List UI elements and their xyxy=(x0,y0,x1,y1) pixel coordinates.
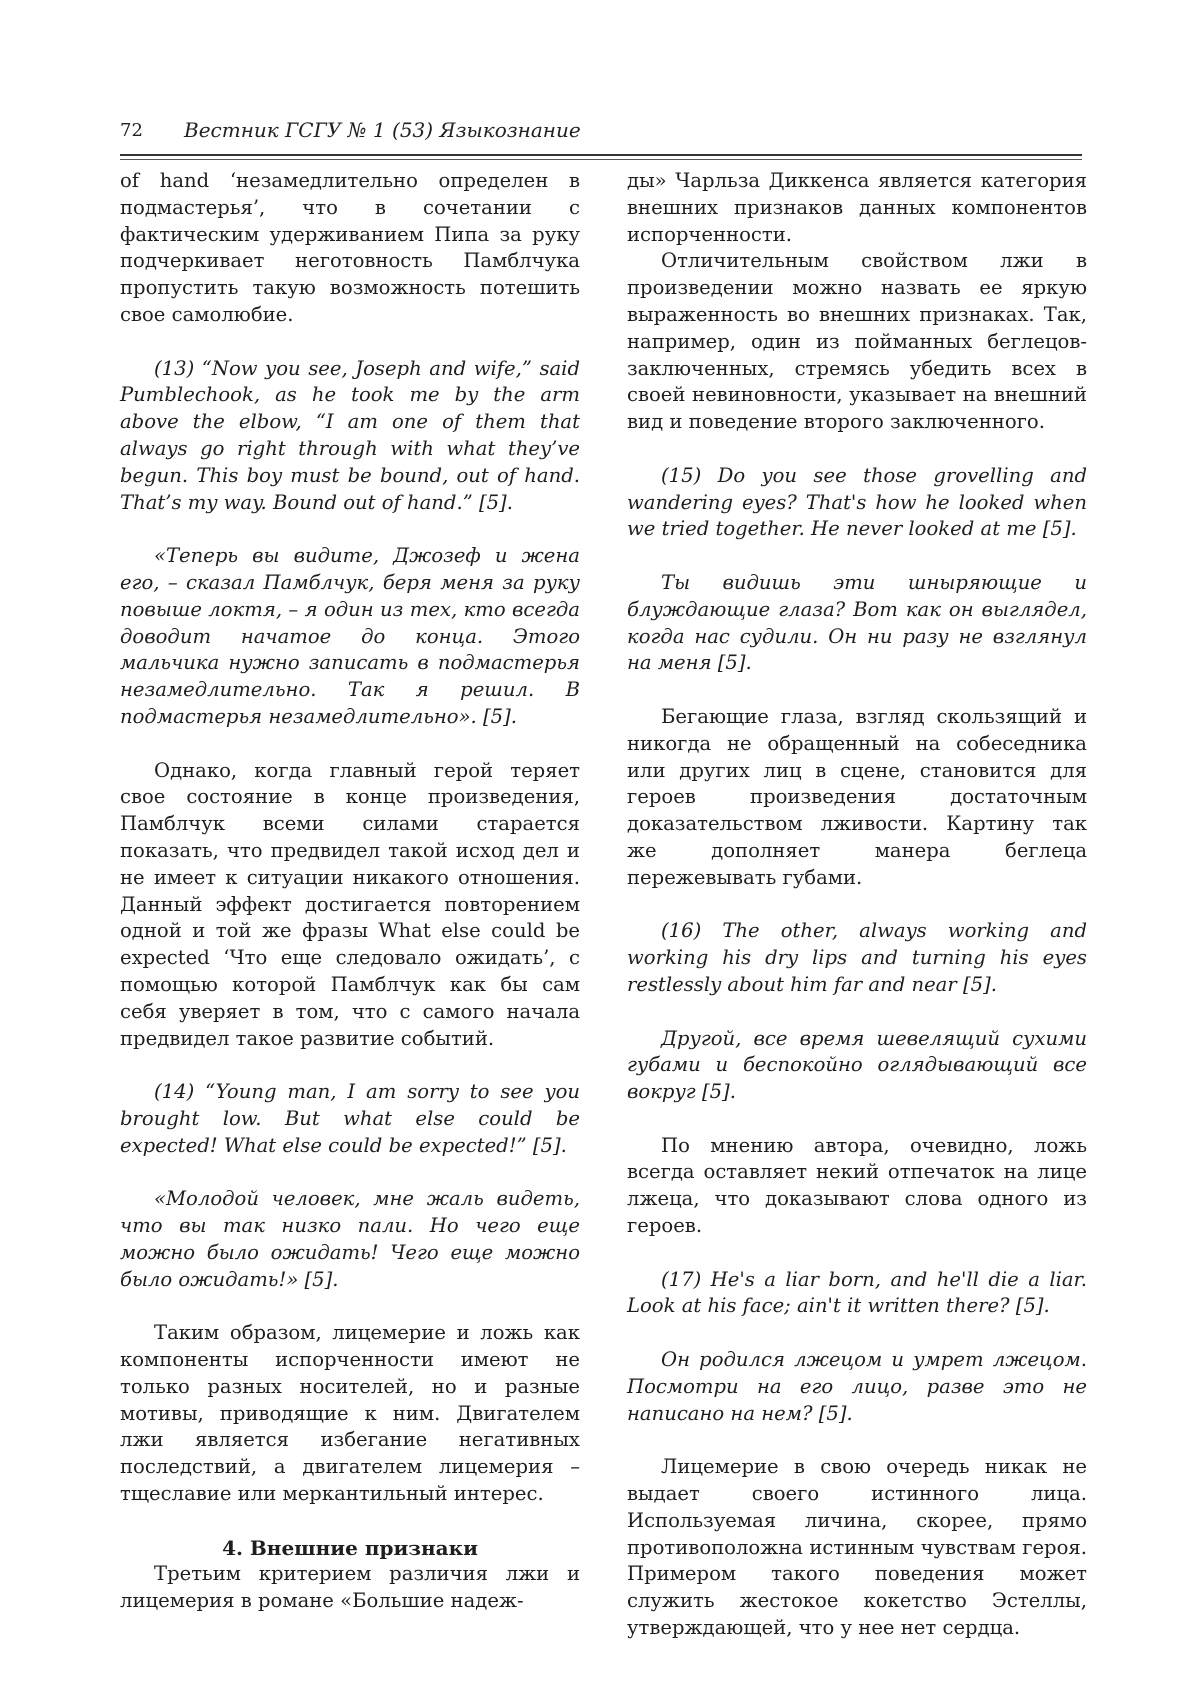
example-16-english: (16) The other, always working and working his dry lips and turning his eyes restlessly about him far and near [5]. xyxy=(627,919,1087,996)
example-17-russian: Он родился лжецом и умрет лжецом. Посмотри на его лицо, разве это не написано на нем? [5]. xyxy=(627,1348,1087,1425)
page-number: 72 xyxy=(120,120,143,141)
paragraph: Однако, когда главный герой теряет свое состояние в конце произведения, Памблчук всеми силами старается показать, что предвидел такой исход дел и не имеет к ситуации никакого отношения. Данный эффект достигается повторением одной и той же фразы What else could be expected ‘Что еще следовало ожидать’, с помощью которой Памблчук как бы сам себя уверяет в том, что с самого начала предвидел такое развитие событий. xyxy=(120,758,580,1050)
example-16-russian: Другой, все время шевелящий сухими губами и беспокойно оглядывающий все вокруг [5]. xyxy=(627,1026,1087,1104)
journal-title: Вестник ГСГУ № 1 (53) Языкознание xyxy=(184,118,581,142)
paragraph: Третьим критерием различия лжи и лицемерия в романе «Большие надеж- xyxy=(120,1562,580,1613)
example-14-russian: «Молодой человек, мне жаль видеть, что вы так низко пали. Но чего еще можно было ожидать! Чего еще можно было ожидать!» [5]. xyxy=(120,1187,580,1291)
example-15-russian: Ты видишь эти шныряющие и блуждающие глаза? Вот как он выглядел, когда нас судили. Он ни разу не взглянул на меня [5]. xyxy=(627,570,1087,675)
example-13-english: (13) “Now you see, Joseph and wife,” said Pumblechook, as he took me by the arm above the elbow, “I am one of them that always go right through with what they’ve begun. This boy must be bound, out of hand. That’s my way. Bound out of hand.” [5]. xyxy=(120,356,580,514)
section-heading: 4. Внешние признаки xyxy=(222,1535,478,1560)
paragraph: Бегающие глаза, взгляд скользящий и никогда не обращенный на собеседника или других лиц в сцене, становится для героев произведения достаточным доказательством лживости. Картину так же дополняет манера беглеца пережевывать губами. xyxy=(627,704,1087,889)
paragraph: По мнению автора, очевидно, ложь всегда оставляет некий отпечаток на лице лжеца, что доказывают слова одного из героев. xyxy=(627,1133,1087,1238)
example-17-english: (17) He's a liar born, and he'll die a liar. Look at his face; ain't it written there? [5]. xyxy=(627,1267,1087,1318)
paragraph: of hand ‘незамедлительно определен в подмастерья’, что в сочетании с фактическим удерживанием Пипа за руку подчеркивает неготовность Памблчука пропустить такую возможность потешить свое самолюбие. xyxy=(120,169,580,326)
running-header xyxy=(120,114,1082,150)
example-15-english: (15) Do you see those grovelling and wandering eyes? That's how he looked when we tried together. He never looked at me [5]. xyxy=(627,463,1087,541)
paragraph: Таким образом, лицемерие и ложь как компоненты испорченности имеют не только разных носителей, но и разные мотивы, приводящие к ним. Двигателем лжи является избегание негативных последствий, а двигателем лицемерия – тщеславие или меркантильный интерес. xyxy=(120,1321,580,1506)
left-column xyxy=(120,168,580,1615)
paragraph: Отличительным свойством лжи в произведении можно назвать ее яркую выраженность во внешних признаках. Так, например, один из пойманных беглецов-заключенных, стремясь убедить всех в своей невиновности, указывает на внешний вид и поведение второго заключенного. xyxy=(627,249,1087,434)
example-14-english: (14) “Young man, I am sorry to see you brought low. But what else could be expected! What else could be expected!” [5]. xyxy=(120,1080,580,1157)
header-rule-thin xyxy=(120,159,1082,160)
example-13-russian: «Теперь вы видите, Джозеф и жена его, – сказал Памблчук, беря меня за руку повыше локтя, – я один из тех, кто всегда доводит начатое до конца. Этого мальчика нужно записать в подмастерья незамедлительно. Так я решил. В подмастерья незамедлительно». [5]. xyxy=(120,544,580,728)
paragraph: Лицемерие в свою очередь никак не выдает своего истинного лица. Используемая личина, скорее, прямо противоположна истинным чувствам героя. Примером такого поведения может служить жестокое кокетство Эстеллы, утверждающей, что у нее нет сердца. xyxy=(627,1455,1087,1640)
right-column xyxy=(627,168,1087,1642)
header-rule-thick xyxy=(120,154,1082,156)
paragraph: ды» Чарльза Диккенса является категория внешних признаков данных компонентов испорченности. xyxy=(627,169,1087,246)
